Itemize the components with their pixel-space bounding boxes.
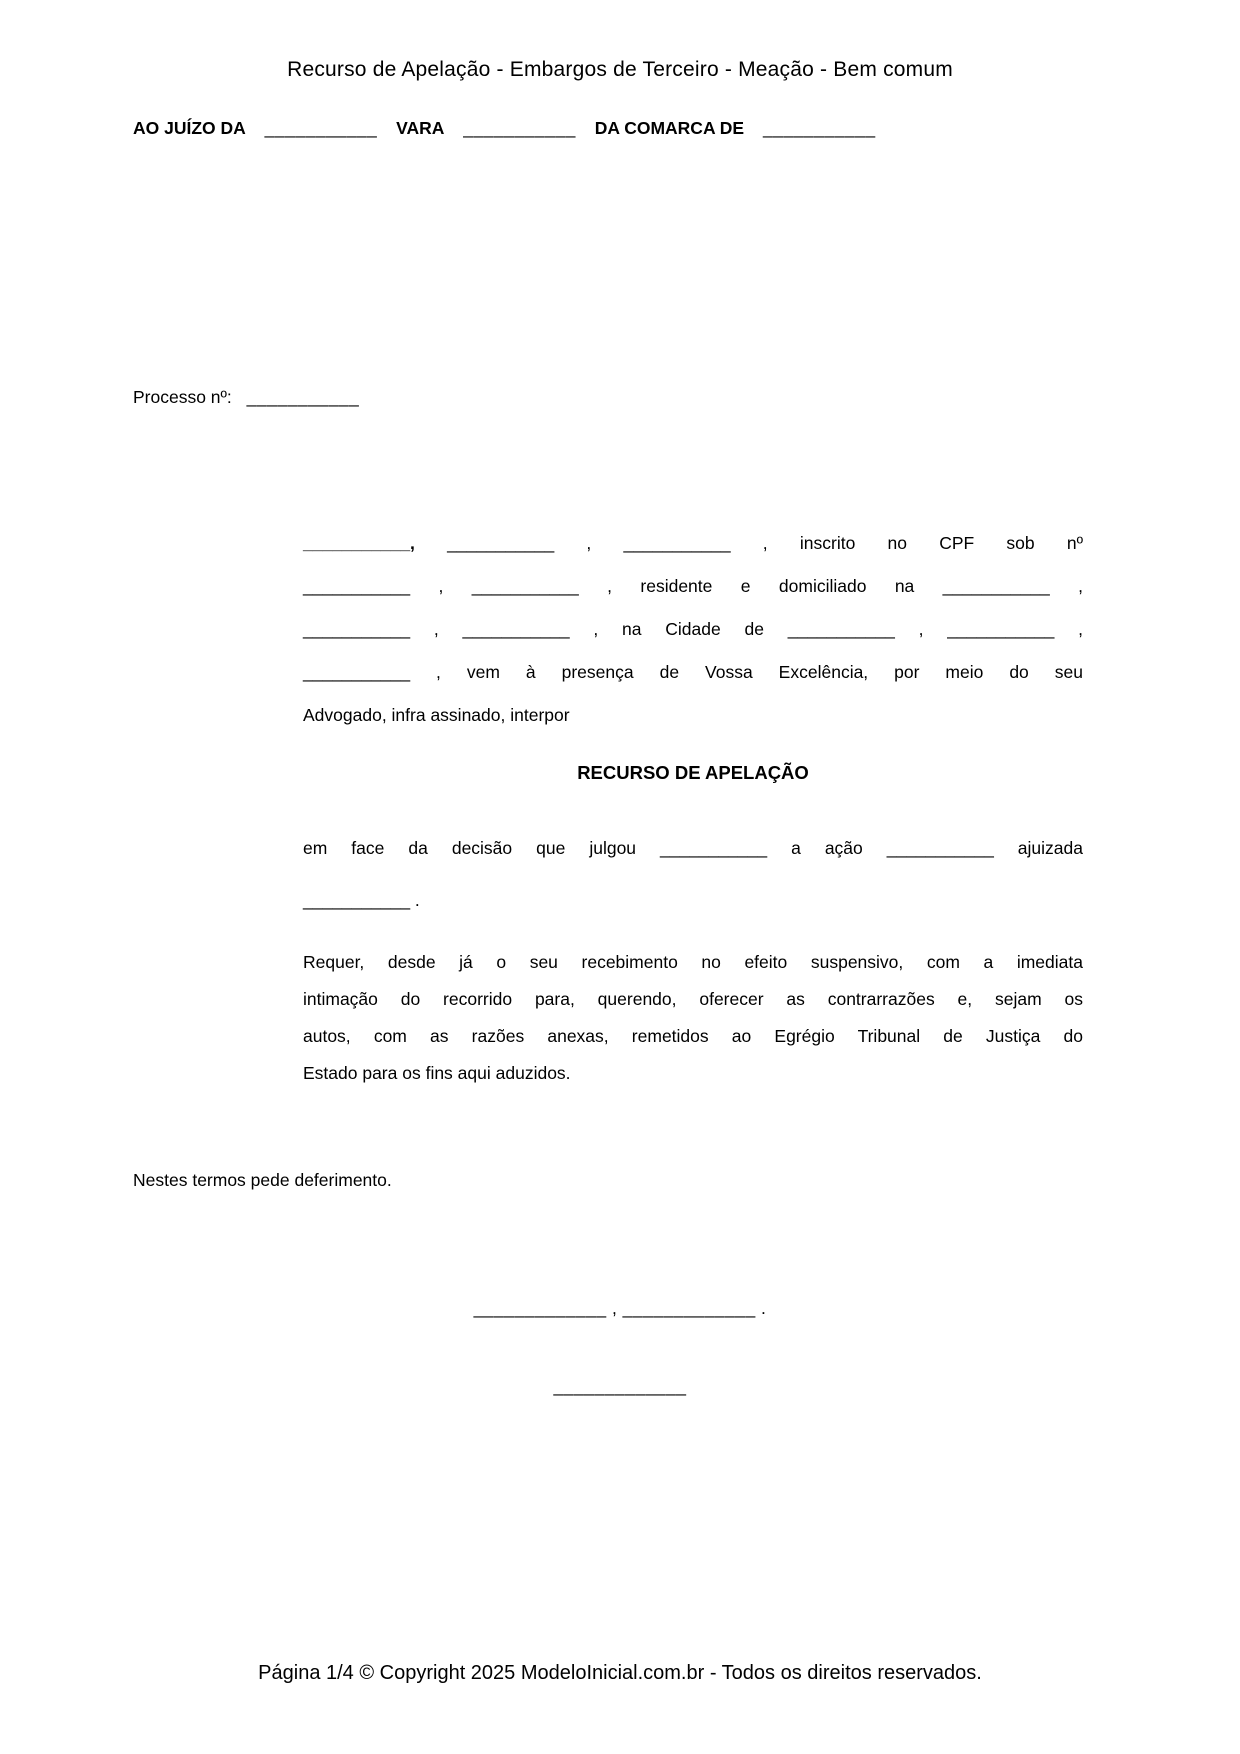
request-paragraph-line-3: autos, com as razões anexas, remetidos ao Egrégio Tribunal de Justiça do [303, 1026, 1083, 1046]
court-address-line [133, 118, 1120, 139]
court-line-blank3: ___________ [763, 118, 876, 138]
court-line-part1: AO JUÍZO DA [133, 118, 246, 138]
qualification-line-2: ___________ , ___________ , residente e domiciliado na ___________ , [303, 576, 1083, 596]
appeal-object-paragraph [303, 822, 1083, 926]
qualification-line-4: ___________ , vem à presença de Vossa Excelência, por meio do seu [303, 662, 1083, 682]
qualification-line-3: ___________ , ___________ , na Cidade de ___________ , ___________ , [303, 619, 1083, 639]
signature-blank: _____________ [553, 1376, 687, 1396]
document-title: Recurso de Apelação - Embargos de Terceiro - Meação - Bem comum [287, 58, 953, 81]
request-paragraph-line-1: Requer, desde já o seu recebimento no efeito suspensivo, com a imediata [303, 952, 1083, 972]
appeal-paragraph-line-2: ___________ . [303, 890, 420, 910]
closing-request-line: Nestes termos pede deferimento. [133, 1170, 392, 1190]
process-number-blank: ___________ [246, 387, 360, 407]
request-paragraph-line-2: intimação do recorrido para, querendo, oferecer as contrarrazões e, sejam os [303, 989, 1083, 1009]
suspensive-effect-request-paragraph [303, 944, 1083, 1092]
place-date-blanks: _____________ , _____________ . [473, 1298, 767, 1318]
appeal-heading: RECURSO DE APELAÇÃO [577, 762, 809, 783]
qualification-line-1 [303, 522, 1083, 565]
court-line-blank1: ___________ [264, 118, 378, 138]
appeal-paragraph-line-1: em face da decisão que julgou ___________ a ação ___________ ajuizada [303, 838, 1083, 858]
process-number-line [133, 387, 359, 408]
request-paragraph-line-4: Estado para os fins aqui aduzidos. [303, 1063, 571, 1083]
qualification-line-1-rest: ___________ , ___________ , inscrito no CPF sob nº [447, 533, 1083, 553]
process-number-label: Processo nº: [133, 387, 232, 407]
appellant-qualification-paragraph [303, 522, 1083, 737]
court-line-part2: VARA [396, 118, 445, 138]
qualification-line-5: Advogado, infra assinado, interpor [303, 705, 570, 725]
court-line-part3: DA COMARCA DE [594, 118, 745, 138]
court-line-blank2: ___________ [463, 118, 576, 138]
page-footer-copyright: Página 1/4 © Copyright 2025 ModeloInicial.com.br - Todos os direitos reservados. [258, 1662, 982, 1684]
appellant-name-blank: ___________, [303, 533, 415, 553]
